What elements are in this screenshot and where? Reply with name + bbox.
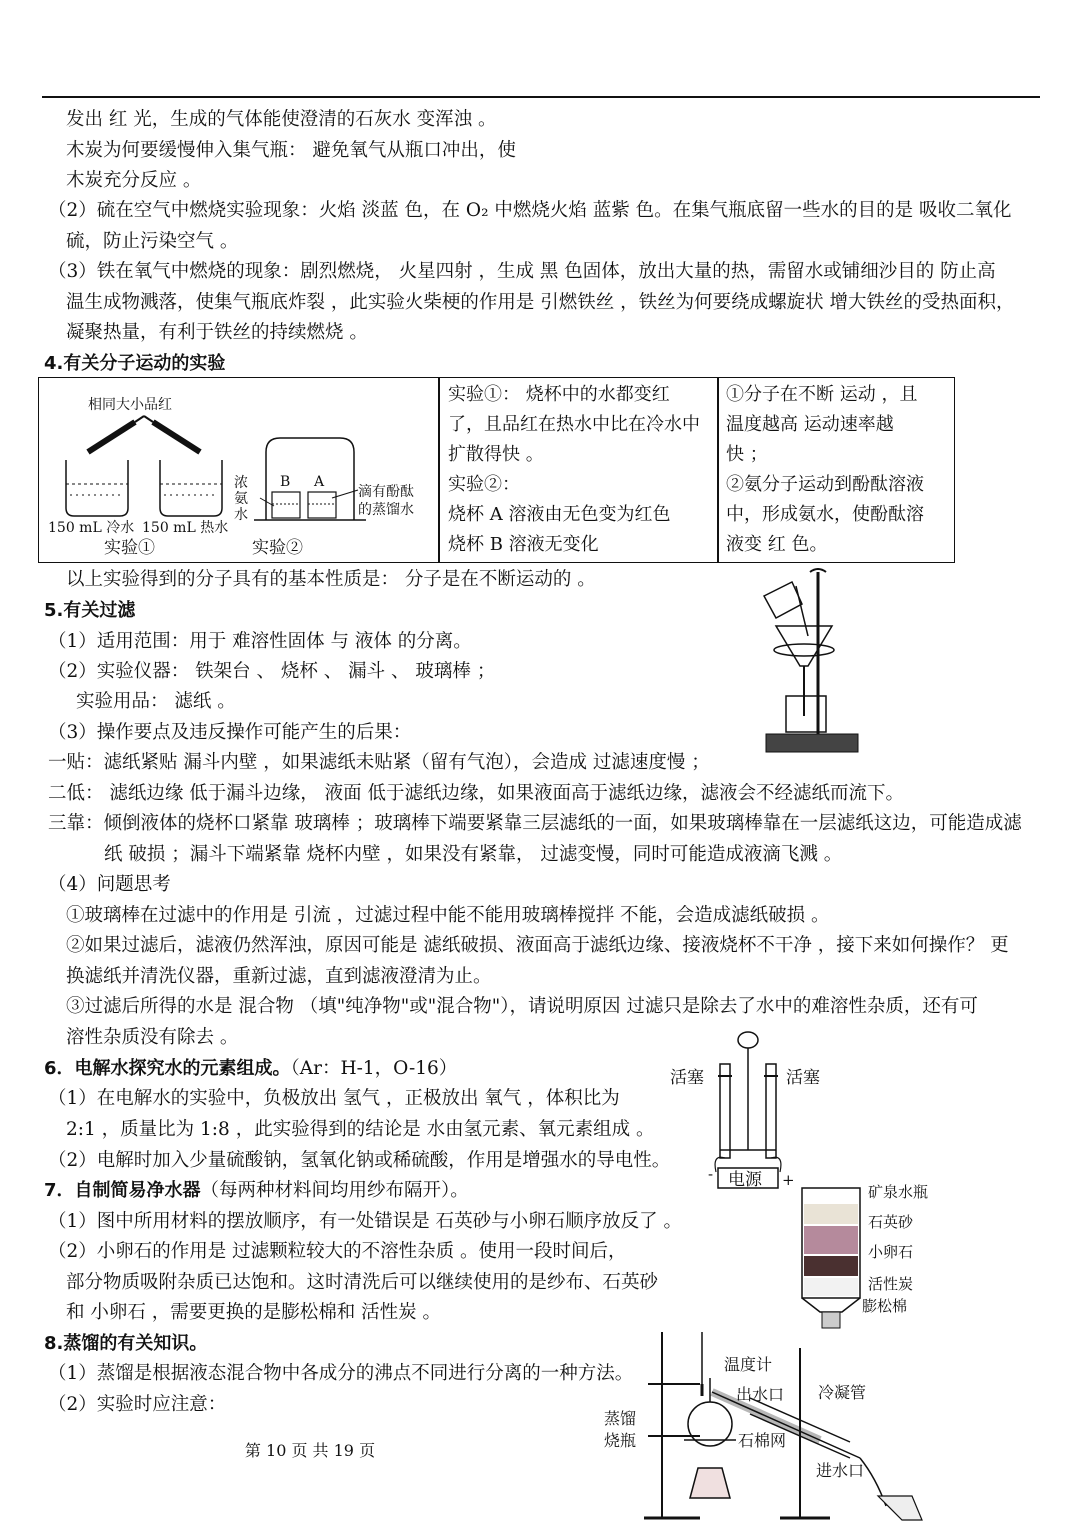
diagram-label: 活塞	[670, 1068, 704, 1088]
text-line: （2）硫在空气中燃烧实验现象：火焰 淡蓝 色，在 O₂ 中燃烧火焰 蓝紫 色。在集气瓶底留一些水的目的是 吸收二氧化	[48, 200, 1012, 221]
text-line: 2:1 ，质量比为 1:8 ，此实验得到的结论是 水由氢元素、氧元素组成 。	[66, 1119, 655, 1140]
text-line: 木炭为何要缓慢伸入集气瓶： 避免氧气从瓶口冲出，使	[66, 140, 516, 161]
section-title: 8.蒸馏的有关知识。	[44, 1333, 208, 1354]
section-title: 7．自制简易净水器	[44, 1180, 201, 1201]
diagram-label: 冷凝管	[818, 1383, 867, 1402]
text-line: 三靠：倾倒液体的烧杯口紧靠 玻璃棒 ；玻璃棒下端要紧靠三层滤纸的一面，如果玻璃棒靠在一层滤纸这边，可能造成滤	[48, 813, 1022, 834]
bell-jar-icon	[254, 438, 366, 520]
diagram-label: A	[314, 474, 325, 490]
diagram-label: 出水口	[736, 1385, 785, 1404]
section-title: 5.有关过滤	[44, 600, 136, 621]
text-line: 换滤纸并清洗仪器，重新过滤，直到滤液澄清为止。	[66, 966, 492, 987]
cell-line: 了，且品红在热水中比在冷水中	[448, 414, 700, 435]
text-line: 溶性杂质没有除去 。	[66, 1027, 239, 1048]
text-line: 纸 破损 ；漏斗下端紧靠 烧杯内壁 ，如果没有紧靠， 过滤变慢，同时可能造成液滴飞溅 。	[104, 844, 843, 865]
diagram-label: 蒸馏	[604, 1409, 637, 1428]
diagram-label: 浓	[234, 475, 248, 491]
header-rule	[42, 96, 1040, 98]
text-line: （2）电解时加入少量硫酸钠，氢氧化钠或稀硫酸，作用是增强水的导电性。	[48, 1150, 671, 1171]
text-line: 温生成物溅落，使集气瓶底炸裂 ，此实验火柴梗的作用是 引燃铁丝 ，铁丝为何要绕成螺旋状 增大铁丝的受热面积，	[66, 292, 1015, 313]
section-title: 4.有关分子运动的实验	[44, 353, 226, 374]
electrolysis-apparatus-icon	[712, 1024, 802, 1190]
diagram-label: 温度计	[724, 1355, 773, 1374]
text-line: （1）适用范围：用于 难溶性固体 与 液体 的分离。	[48, 631, 472, 652]
diagram-label: 氨	[234, 491, 248, 507]
text-line: 实验用品： 滤纸 。	[76, 691, 236, 712]
diagram-label: 150 mL 冷水	[48, 520, 135, 536]
text-line: 部分物质吸附杂质已达饱和。这时清洗后可以继续使用的是纱布、石英砂	[66, 1272, 659, 1293]
filtration-apparatus-icon	[756, 566, 866, 762]
text-line: （1）在电解水的实验中，负极放出 氢气 ，正极放出 氧气 ，体积比为	[48, 1088, 620, 1109]
diagram-label: -	[708, 1165, 714, 1183]
section-title: 6．电解水探究水的元素组成。	[44, 1058, 291, 1079]
cell-line: 温度越高 运动速率越	[726, 414, 894, 435]
diagram-label: 小卵石	[868, 1243, 914, 1261]
text-line: （3）铁在氧气中燃烧的现象：剧烈燃烧， 火星四射 ，生成 黑 色固体，放出大量的热，需留水或铺细沙目的 防止高	[48, 261, 996, 282]
diagram-label: 石棉网	[738, 1431, 787, 1450]
diagram-label: 膨松棉	[862, 1297, 908, 1315]
text-line: ③过滤后所得的水是 混合物 （填"纯净物"或"混合物"），请说明原因 过滤只是除去了水中的难溶性杂质，还有可	[66, 996, 978, 1017]
text-line: 硫，防止污染空气 。	[66, 231, 239, 252]
text-line: 木炭充分反应 。	[66, 170, 202, 191]
text-line: 二低： 滤纸边缘 低于漏斗边缘， 液面 低于滤纸边缘，如果液面高于滤纸边缘，滤液会不经滤纸而流下。	[48, 783, 905, 804]
diagram-label: 矿泉水瓶	[868, 1183, 929, 1201]
diagram-label: 150 mL 热水	[142, 520, 229, 536]
dropper-icon	[144, 416, 200, 452]
section-title-row	[44, 1178, 469, 1204]
dropper-icon	[88, 416, 144, 452]
text-line: 和 小卵石 ，需要更换的是膨松棉和 活性炭 。	[66, 1302, 442, 1323]
text-line: （1）图中所用材料的摆放顺序，有一处错误是 石英砂与小卵石顺序放反了 。	[48, 1211, 683, 1232]
cell-line: 实验②：	[448, 474, 520, 495]
text-line: 发出 红 光，生成的气体能使澄清的石灰水 变浑浊 。	[66, 109, 497, 130]
diagram-label: 活性炭	[868, 1275, 914, 1293]
diagram-label: B	[280, 474, 291, 490]
diagram-label: 相同大小品红	[88, 397, 172, 413]
text-line: （2）实验仪器： 铁架台 、 烧杯 、 漏斗 、 玻璃棒 ；	[48, 661, 496, 682]
text-line: 以上实验得到的分子具有的基本性质是： 分子是在不断运动的 。	[66, 569, 596, 590]
cell-line: 烧杯 A 溶液由无色变为红色	[448, 504, 671, 525]
distillation-apparatus-icon	[640, 1328, 930, 1524]
diagram-label: 实验②	[252, 538, 303, 558]
text-line: （3）操作要点及违反操作可能产生的后果：	[48, 722, 412, 743]
cell-line: 扩散得快 。	[448, 444, 544, 465]
cell-line: 中，形成氨水，使酚酞溶	[726, 504, 924, 525]
diagram-label: 的蒸馏水	[358, 502, 414, 518]
cell-line: ①分子在不断 运动 ，且	[726, 384, 918, 405]
beaker-cold-icon	[66, 460, 128, 516]
cell-line: ②氨分子运动到酚酞溶液	[726, 474, 924, 495]
water-purifier-icon	[798, 1184, 864, 1334]
text-line: （2）实验时应注意：	[48, 1394, 227, 1415]
section-title-suffix: （每两种材料间均用纱布隔开）。	[200, 1180, 469, 1201]
cell-line: 快 ；	[726, 444, 768, 465]
diagram-label: 石英砂	[868, 1213, 914, 1231]
diagram-label: 滴有酚酞	[358, 484, 414, 500]
section-title-suffix: （Ar：H-1，O-16）	[290, 1058, 458, 1079]
diagram-label: 电源	[728, 1170, 762, 1190]
text-line: （2）小卵石的作用是 过滤颗粒较大的不溶性杂质 。使用一段时间后，	[48, 1241, 627, 1262]
page-footer: 第 10 页 共 19 页	[244, 1441, 376, 1460]
diagram-label: 烧瓶	[604, 1431, 637, 1450]
phenomenon-text	[448, 380, 714, 560]
diagram-label: 进水口	[816, 1461, 865, 1480]
diagram-label: 实验①	[104, 538, 155, 558]
text-line: （4）问题思考	[48, 874, 171, 895]
diagram-label: 水	[234, 507, 248, 523]
diagram-label: 活塞	[786, 1068, 820, 1088]
text-line: 凝聚热量，有利于铁丝的持续燃烧 。	[66, 322, 368, 343]
cell-line: 液变 红 色。	[726, 534, 828, 555]
cell-line: 烧杯 B 溶液无变化	[448, 534, 599, 555]
text-line: ②如果过滤后，滤液仍然浑浊，原因可能是 滤纸破损、液面高于滤纸边缘、接液烧杯不干净 ，接下来如何操作？ 更	[66, 935, 1009, 956]
text-line: 一贴：滤纸紧贴 漏斗内壁 ，如果滤纸未贴紧（留有气泡），会造成 过滤速度慢 ；	[48, 752, 710, 773]
text-line: （1）蒸馏是根据液态混合物中各成分的沸点不同进行分离的一种方法。	[48, 1363, 634, 1384]
conclusion-text	[726, 380, 952, 560]
section-title-row	[44, 1056, 457, 1082]
text-line: ①玻璃棒在过滤中的作用是 引流 ，过滤过程中能不能用玻璃棒搅拌 不能，会造成滤纸破损 。	[66, 905, 830, 926]
cell-line: 实验①： 烧杯中的水都变红	[448, 384, 670, 405]
beaker-hot-icon	[160, 460, 222, 516]
diagram-label: +	[782, 1171, 795, 1189]
